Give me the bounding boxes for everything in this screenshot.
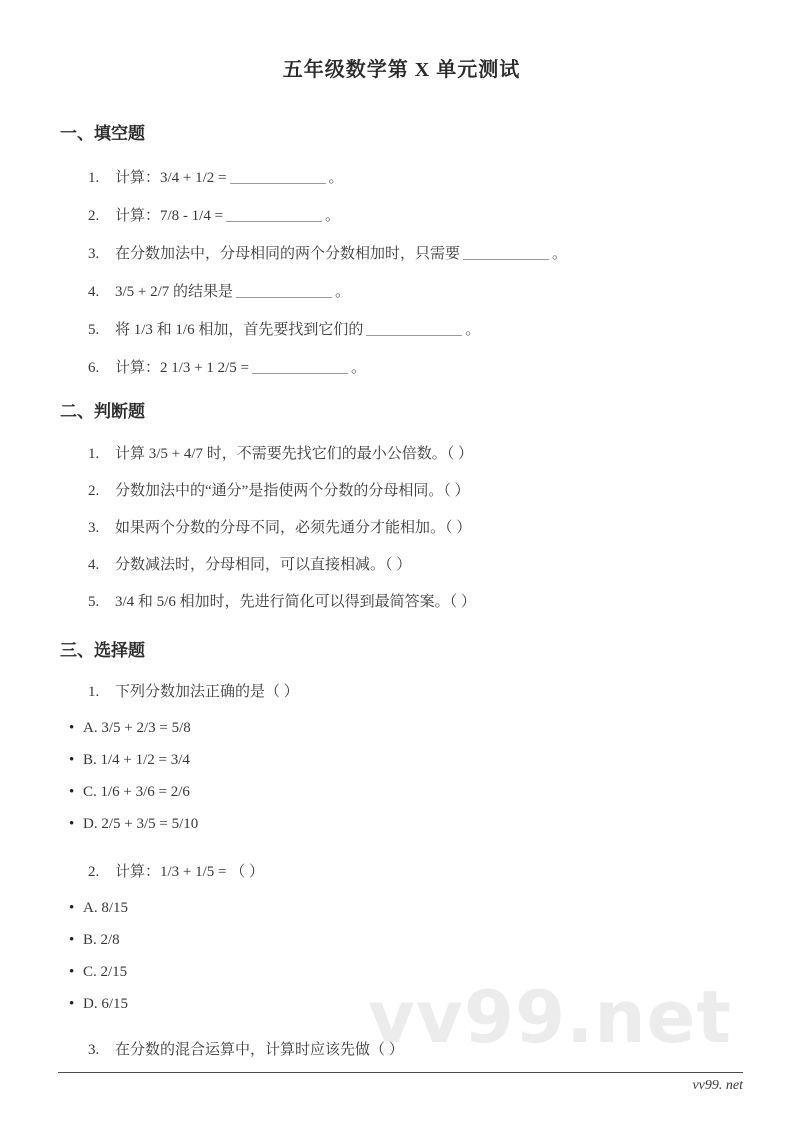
option-text: B. 1/4 + 1/2 = 3/4 [83, 752, 190, 768]
option-bullet: • [69, 996, 75, 1012]
section-heading-judge: 二、判断题 [60, 402, 145, 421]
judge-question [60, 481, 743, 501]
fill-question [60, 244, 743, 264]
question-number: 5. [88, 322, 100, 338]
question-period: 。 [351, 360, 367, 376]
choice-option [60, 718, 743, 738]
question-text: 下列分数加法正确的是（ ） [115, 684, 299, 700]
choice-question [60, 682, 743, 702]
question-text: 将 1/3 和 1/6 相加，首先要找到它们的 [115, 322, 364, 338]
fill-question [60, 282, 743, 302]
question-text: 3/4 和 5/6 相加时，先进行简化可以得到最简答案。（ ） [115, 594, 476, 610]
choice-option [60, 814, 743, 834]
question-text: 在分数的混合运算中，计算时应该先做（ ） [115, 1042, 404, 1058]
answer-blank [230, 170, 326, 184]
option-bullet: • [69, 964, 75, 980]
option-text: A. 8/15 [83, 900, 128, 916]
fill-question [60, 168, 743, 188]
choice-option [60, 750, 743, 770]
question-text: 计算：1/3 + 1/5 = （ ） [115, 864, 265, 880]
option-text: A. 3/5 + 2/3 = 5/8 [83, 720, 191, 736]
question-number: 5. [88, 594, 100, 610]
fill-question [60, 320, 743, 340]
question-period: 。 [325, 208, 341, 224]
choice-option [60, 782, 743, 802]
answer-blank [463, 246, 549, 260]
question-number: 2. [88, 864, 100, 880]
question-number: 1. [88, 684, 100, 700]
page-footer [58, 1072, 743, 1094]
choice-option [60, 930, 743, 950]
choice-question [60, 1040, 743, 1060]
option-text: D. 2/5 + 3/5 = 5/10 [83, 816, 199, 832]
option-bullet: • [69, 816, 75, 832]
question-number: 1. [88, 446, 100, 462]
choice-question [60, 862, 743, 882]
question-text: 3/5 + 2/7 的结果是 [115, 284, 234, 300]
question-number: 4. [88, 557, 100, 573]
answer-blank [366, 322, 462, 336]
option-text: D. 6/15 [83, 996, 128, 1012]
question-period: 。 [465, 322, 481, 338]
question-number: 3. [88, 1042, 100, 1058]
option-bullet: • [69, 784, 75, 800]
judge-question [60, 444, 743, 464]
judge-question [60, 592, 743, 612]
question-number: 1. [88, 170, 100, 186]
option-text: C. 2/15 [83, 964, 128, 980]
question-text: 计算：7/8 - 1/4 = [115, 208, 224, 224]
question-text: 计算：3/4 + 1/2 = [115, 170, 227, 186]
option-bullet: • [69, 932, 75, 948]
question-number: 6. [88, 360, 100, 376]
question-period: 。 [328, 170, 344, 186]
fill-question [60, 358, 743, 378]
answer-blank [236, 284, 332, 298]
question-number: 3. [88, 246, 100, 262]
choice-option [60, 994, 743, 1014]
judge-question [60, 555, 743, 575]
question-number: 2. [88, 208, 100, 224]
question-number: 4. [88, 284, 100, 300]
question-period: 。 [552, 246, 568, 262]
section-heading-choice: 三、选择题 [60, 641, 145, 660]
option-text: B. 2/8 [83, 932, 120, 948]
option-bullet: • [69, 752, 75, 768]
option-text: C. 1/6 + 3/6 = 2/6 [83, 784, 190, 800]
option-bullet: • [69, 900, 75, 916]
question-text: 如果两个分数的分母不同，必须先通分才能相加。（ ） [115, 520, 472, 536]
page-title: 五年级数学第 X 单元测试 [282, 59, 521, 81]
question-text: 在分数加法中，分母相同的两个分数相加时，只需要 [115, 246, 461, 262]
fill-question [60, 206, 743, 226]
watermark: vv99.net [368, 975, 732, 1059]
choice-option [60, 898, 743, 918]
question-text: 分数加法中的“通分”是指使两个分数的分母相同。（ ） [115, 483, 470, 499]
choice-option [60, 962, 743, 982]
footer-site-label: vv99. net [692, 1078, 743, 1093]
section-heading-fill: 一、填空题 [60, 124, 145, 143]
question-number: 2. [88, 483, 100, 499]
question-text: 分数减法时，分母相同，可以直接相减。（ ） [115, 557, 412, 573]
answer-blank [252, 360, 348, 374]
question-text: 计算 3/5 + 4/7 时，不需要先找它们的最小公倍数。（ ） [115, 446, 474, 462]
option-bullet: • [69, 720, 75, 736]
answer-blank [226, 208, 322, 222]
judge-question [60, 518, 743, 538]
question-period: 。 [335, 284, 351, 300]
question-text: 计算：2 1/3 + 1 2/5 = [115, 360, 250, 376]
question-number: 3. [88, 520, 100, 536]
